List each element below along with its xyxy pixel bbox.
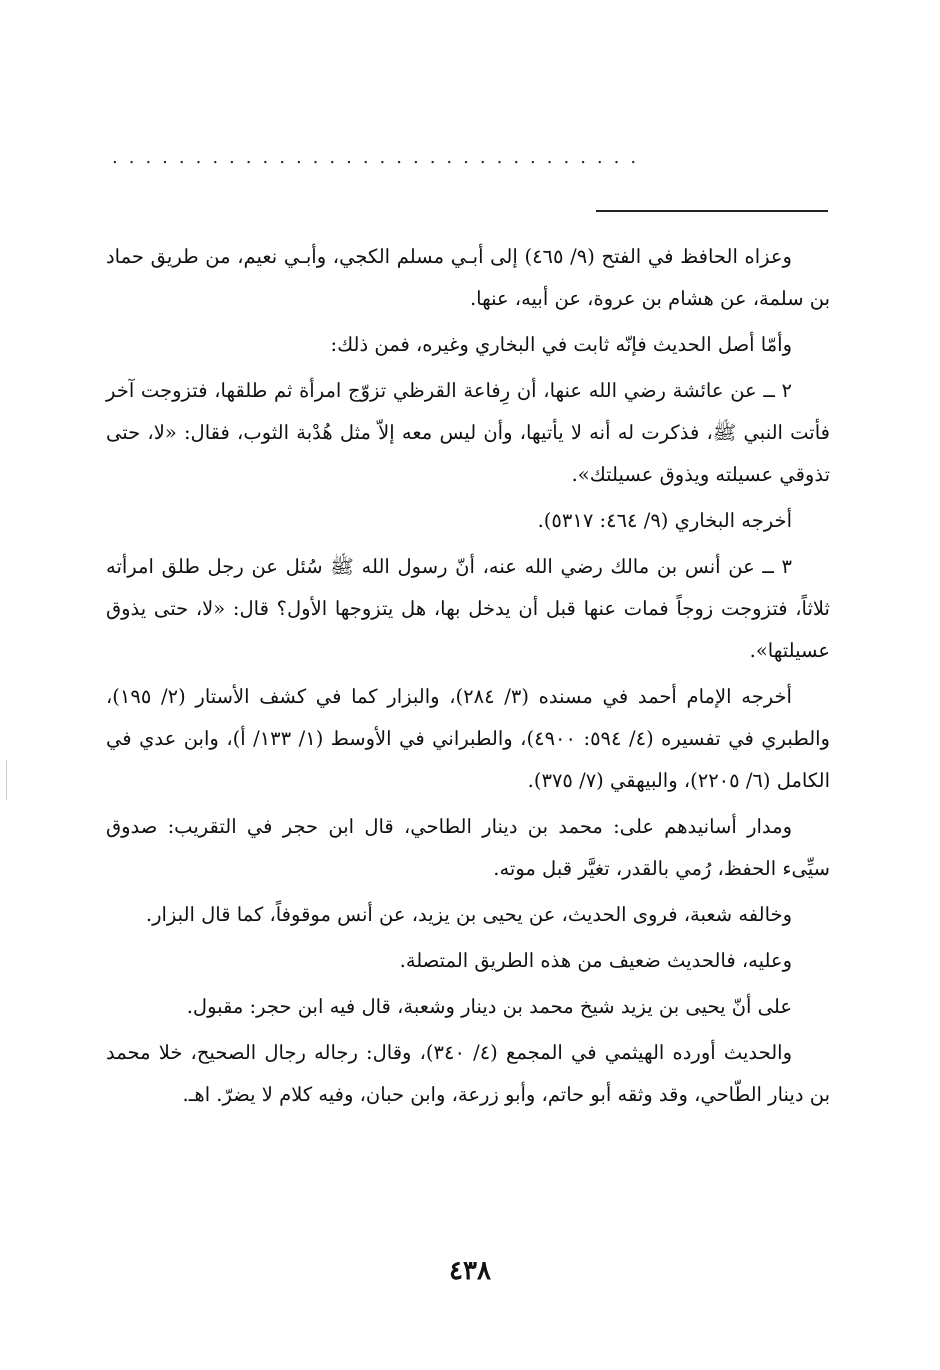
paragraph: ٣ ــ عن أنس بن مالك رضي الله عنه، أنّ رسول الله ﷺ سُئل عن رجل طلق امرأته ثلاثاً، فتزوجت زوجاً فمات عنها قبل أن يدخل بها، هل يتزوجها الأول؟ قال: «لا، حتى يذوق عسيلتها». — [106, 555, 830, 662]
footnote-rule — [596, 210, 828, 212]
paragraph: ٢ ــ عن عائشة رضي الله عنها، أن رِفاعة القرظي تزوّج امرأة ثم طلقها، فتزوجت آخر فأتت النبي ﷺ، فذكرت له أنه لا يأتيها، وأن ليس معه إلاّ مثل هُدْبة الثوب، فقال: «لا، حتى تذوقي عسيلته ويذوق عسيلتك». — [106, 379, 830, 486]
paragraph: أخرجه الإمام أحمد في مسنده (٣/ ٢٨٤)، والبزار كما في كشف الأستار (٢/ ١٩٥)، والطبري في تفسيره (٤/ ٥٩٤: ٤٩٠٠)، والطبراني في الأوسط (١/ ١٣٣/ أ)، وابن عدي في الكامل (٦/ ٢٢٠٥)، والبيهقي (٧/ ٣٧٥). — [106, 685, 830, 792]
paragraph: وعليه، فالحديث ضعيف من هذه الطريق المتصلة. — [399, 949, 792, 972]
paragraph: وأمّا أصل الحديث فإنّه ثابت في البخاري وغيره، فمن ذلك: — [330, 333, 792, 356]
paragraph: على أنّ يحيى بن يزيد شيخ محمد بن دينار وشعبة، قال فيه ابن حجر: مقبول. — [186, 995, 792, 1018]
paragraph: أخرجه البخاري (٩/ ٤٦٤: ٥٣١٧). — [537, 509, 792, 532]
scan-edge-mark — [6, 760, 7, 800]
paragraph: ومدار أسانيدهم على: محمد بن دينار الطاحي، قال ابن حجر في التقريب: صدوق سيِّىء الحفظ، رُمي بالقدر، تغيَّر قبل موته. — [106, 815, 830, 880]
page-number: ٤٣٨ — [449, 1256, 491, 1286]
paragraph: وعزاه الحافظ في الفتح (٩/ ٤٦٥) إلى أبـي مسلم الكجي، وأبـي نعيم، من طريق حماد بن سلمة، عن هشام بن عروة، عن أبيه، عنها. — [106, 245, 830, 310]
paragraph: والحديث أورده الهيثمي في المجمع (٤/ ٣٤٠)، وقال: رجاله رجال الصحيح، خلا محمد بن دينار الطّاحي، وقد وثقه أبو حاتم، وأبو زرعة، وابن حبان، وفيه كلام لا يضرّ. اهـ. — [106, 1041, 830, 1106]
paragraph: وخالفه شعبة، فروى الحديث، عن يحيى بن يزيد، عن أنس موقوفاً، كما قال البزار. — [145, 903, 792, 926]
separator-dots: ................................ — [112, 148, 648, 168]
footnote-text — [106, 236, 830, 1120]
